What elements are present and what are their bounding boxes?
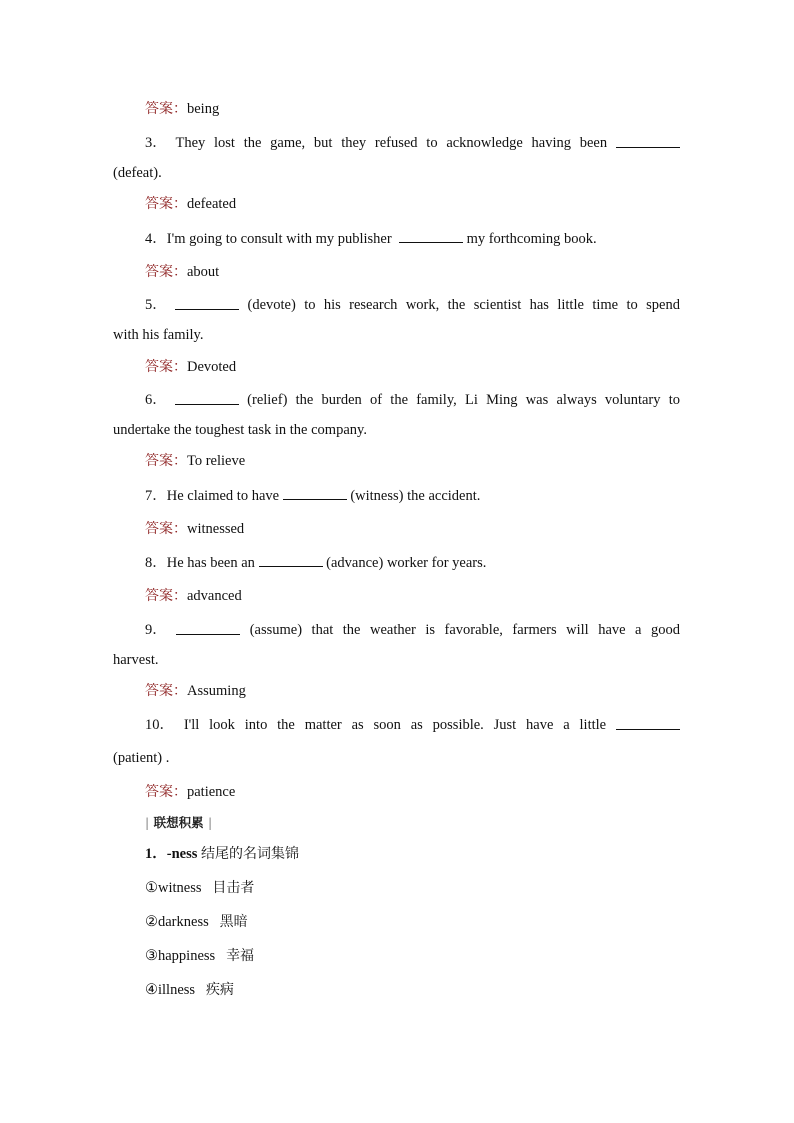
answer-label: 答案： xyxy=(145,453,187,469)
word: lost xyxy=(214,135,235,151)
word: his xyxy=(323,297,341,313)
answer-text: Devoted xyxy=(187,359,237,375)
answer-text: advanced xyxy=(187,588,242,604)
answer-line xyxy=(145,263,219,281)
vocab-meaning: 黑暗 xyxy=(219,914,248,930)
answer-text: about xyxy=(187,264,220,280)
answer-line xyxy=(145,100,219,118)
word: the xyxy=(447,297,466,313)
answer-text: being xyxy=(187,101,220,117)
list-marker: ③ xyxy=(145,948,158,964)
question-8 xyxy=(145,553,486,572)
word: a xyxy=(635,622,642,638)
word: little xyxy=(579,717,607,733)
word: I'll xyxy=(183,717,200,733)
word: of xyxy=(370,392,383,408)
question-9 xyxy=(145,621,680,639)
question-text: my forthcoming book. xyxy=(466,231,597,247)
word: the xyxy=(277,717,295,733)
answer-label: 答案： xyxy=(145,101,187,117)
continuation: undertake the toughest task in the company. xyxy=(113,422,367,438)
list-marker: ② xyxy=(145,914,158,930)
word: to xyxy=(426,135,438,151)
question-3 xyxy=(145,134,680,152)
question-number: 9． xyxy=(145,622,167,638)
word: the xyxy=(342,622,361,638)
vocab-item xyxy=(145,913,248,931)
word: soon xyxy=(373,717,401,733)
answer-blank xyxy=(399,229,463,243)
word: as xyxy=(351,717,364,733)
word: work, xyxy=(405,297,440,313)
word: good xyxy=(650,622,680,638)
answer-text: patience xyxy=(187,784,236,800)
word: burden xyxy=(321,392,362,408)
continuation: (patient) . xyxy=(113,750,170,766)
word: scientist xyxy=(473,297,522,313)
word: Li xyxy=(464,392,478,408)
vocab-meaning: 疾病 xyxy=(205,982,234,998)
word: always xyxy=(556,392,597,408)
answer-label: 答案： xyxy=(145,359,187,375)
word: Ming xyxy=(486,392,518,408)
word: was xyxy=(525,392,549,408)
word: look xyxy=(209,717,235,733)
word: farmers xyxy=(512,622,557,638)
question-text: I'm going to consult with my publisher xyxy=(166,231,392,247)
answer-blank xyxy=(175,296,239,310)
vocab-meaning: 目击者 xyxy=(212,880,255,896)
answer-line xyxy=(145,587,242,605)
subsection-heading xyxy=(145,845,299,863)
answer-line xyxy=(145,358,236,376)
word: possible. xyxy=(432,717,484,733)
answer-label: 答案： xyxy=(145,196,187,212)
word: (relief) xyxy=(247,392,288,408)
answer-line xyxy=(145,195,236,213)
word: having xyxy=(531,135,572,151)
question-4 xyxy=(145,229,597,248)
question-number: 3． xyxy=(145,135,167,151)
heading-number: 1． xyxy=(145,846,167,862)
word: has xyxy=(529,297,549,313)
answer-label: 答案： xyxy=(145,683,187,699)
question-number: 10． xyxy=(145,717,174,733)
word: Just xyxy=(493,717,517,733)
word: have xyxy=(598,622,626,638)
continuation: (defeat). xyxy=(113,165,162,181)
answer-blank xyxy=(616,134,680,148)
list-marker: ① xyxy=(145,880,158,896)
question-10-cont xyxy=(113,749,169,767)
answer-line xyxy=(145,520,244,538)
vocab-item xyxy=(145,879,254,897)
word: is xyxy=(425,622,436,638)
word: acknowledge xyxy=(446,135,523,151)
vocab-item xyxy=(145,947,254,965)
word: will xyxy=(566,622,589,638)
vocab-word: witness xyxy=(158,880,202,896)
word: game, xyxy=(270,135,306,151)
continuation: harvest. xyxy=(113,652,159,668)
word: to xyxy=(304,297,316,313)
question-text: He has been an xyxy=(166,555,255,571)
word: research xyxy=(349,297,398,313)
word: refused xyxy=(374,135,418,151)
word: time xyxy=(592,297,619,313)
list-marker: ④ xyxy=(145,982,158,998)
answer-label: 答案： xyxy=(145,784,187,800)
word: have xyxy=(526,717,554,733)
word: the xyxy=(295,392,314,408)
word: family, xyxy=(416,392,457,408)
word: spend xyxy=(646,297,680,313)
answer-text: Assuming xyxy=(187,683,246,699)
word: the xyxy=(243,135,262,151)
word: They xyxy=(175,135,206,151)
answer-blank xyxy=(616,716,680,730)
word: as xyxy=(410,717,423,733)
answer-text: witnessed xyxy=(187,521,245,537)
word: into xyxy=(244,717,268,733)
answer-text: To relieve xyxy=(187,453,246,469)
word: little xyxy=(557,297,584,313)
section-tag xyxy=(145,814,212,832)
answer-text: defeated xyxy=(187,196,237,212)
word: (assume) xyxy=(249,622,303,638)
question-number: 6． xyxy=(145,392,167,408)
vocab-word: illness xyxy=(158,982,196,998)
question-6 xyxy=(145,391,680,409)
heading-suffix: -ness xyxy=(166,846,198,862)
question-number: 4． xyxy=(145,231,167,247)
answer-line xyxy=(145,682,246,700)
answer-blank xyxy=(176,621,240,635)
answer-blank xyxy=(175,391,239,405)
question-9-cont xyxy=(113,651,159,669)
vocab-word: darkness xyxy=(158,914,209,930)
word: favorable, xyxy=(444,622,503,638)
word: a xyxy=(563,717,570,733)
answer-label: 答案： xyxy=(145,521,187,537)
word: voluntary xyxy=(604,392,661,408)
question-10 xyxy=(145,716,680,734)
question-7 xyxy=(145,486,480,505)
question-text: He claimed to have xyxy=(166,488,280,504)
answer-blank xyxy=(283,486,347,500)
vocab-word: happiness xyxy=(158,948,216,964)
answer-line xyxy=(145,783,235,801)
question-text: (advance) worker for years. xyxy=(326,555,487,571)
vocab-item xyxy=(145,981,234,999)
question-5 xyxy=(145,296,680,314)
answer-label: 答案： xyxy=(145,588,187,604)
answer-line xyxy=(145,452,245,470)
vocab-meaning: 幸福 xyxy=(226,948,255,964)
question-3-cont xyxy=(113,164,162,182)
question-number: 5． xyxy=(145,297,167,313)
word: but xyxy=(313,135,333,151)
word: the xyxy=(390,392,409,408)
word: matter xyxy=(304,717,342,733)
section-title: 联想积累 xyxy=(153,815,204,830)
word: they xyxy=(341,135,367,151)
word: to xyxy=(668,392,680,408)
question-number: 7． xyxy=(145,488,167,504)
word: that xyxy=(311,622,334,638)
heading-text: 结尾的名词集锦 xyxy=(201,846,299,862)
question-text: (witness) the accident. xyxy=(350,488,481,504)
divider: | xyxy=(207,815,213,830)
word: to xyxy=(626,297,638,313)
word: weather xyxy=(369,622,416,638)
continuation: with his family. xyxy=(113,327,204,343)
answer-blank xyxy=(259,553,323,567)
question-number: 8． xyxy=(145,555,167,571)
question-6-cont xyxy=(113,421,367,439)
divider: | xyxy=(145,815,150,830)
question-5-cont xyxy=(113,326,203,344)
answer-label: 答案： xyxy=(145,264,187,280)
word: been xyxy=(579,135,608,151)
word: (devote) xyxy=(247,297,296,313)
